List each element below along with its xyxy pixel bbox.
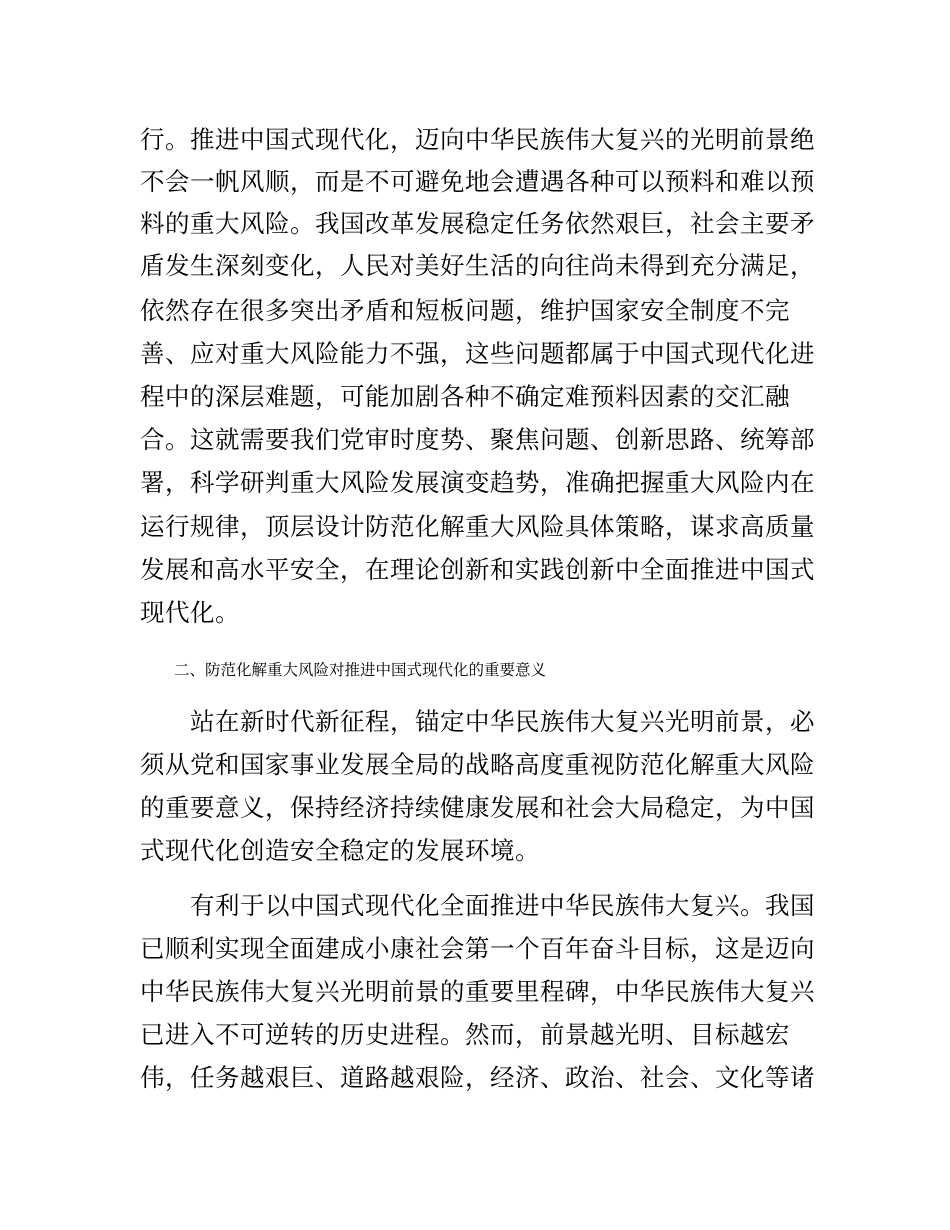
- text-line: 程中的深层难题，可能加剧各种不确定难预料因素的交汇融: [140, 382, 790, 411]
- text-line: 依然存在很多突出矛盾和短板问题，维护国家安全制度不完: [140, 296, 790, 325]
- text-line: 料的重大风险。我国改革发展稳定任务依然艰巨，社会主要矛: [140, 209, 815, 238]
- text-line: 已顺利实现全面建成小康社会第一个百年奋斗目标，这是迈向: [140, 934, 815, 963]
- text-line: 中华民族伟大复兴光明前景的重要里程碑，中华民族伟大复兴: [140, 977, 815, 1006]
- text-line: 有利于以中国式现代化全面推进中华民族伟大复兴。我国: [190, 891, 815, 920]
- text-line: 善、应对重大风险能力不强，这些问题都属于中国式现代化进: [140, 339, 815, 368]
- text-line: 伟，任务越艰巨、道路越艰险，经济、政治、社会、文化等诸: [140, 1063, 815, 1092]
- text-line: 署，科学研判重大风险发展演变趋势，准确把握重大风险内在: [140, 468, 815, 497]
- text-line: 已进入不可逆转的历史进程。然而，前景越光明、目标越宏: [140, 1020, 790, 1049]
- text-line: 行。推进中国式现代化，迈向中华民族伟大复兴的光明前景绝: [140, 125, 815, 154]
- text-line: 盾发生深刻变化，人民对美好生活的向往尚未得到充分满足，: [140, 251, 815, 280]
- text-line: 须从党和国家事业发展全局的战略高度重视防范化解重大风险: [140, 750, 815, 779]
- text-line: 运行规律，顶层设计防范化解重大风险具体策略，谋求高质量: [140, 512, 815, 541]
- text-line: 发展和高水平安全，在理论创新和实践创新中全面推进中国式: [140, 555, 815, 584]
- text-line: 不会一帆风顺，而是不可避免地会遭遇各种可以预料和难以预: [140, 167, 815, 196]
- text-line: 站在新时代新征程，锚定中华民族伟大复兴光明前景，必: [190, 707, 815, 736]
- text-line: 现代化。: [140, 598, 240, 627]
- section-heading: 二、防范化解重大风险对推进中国式现代化的重要意义: [174, 661, 547, 679]
- text-line: 式现代化创造安全稳定的发展环境。: [140, 836, 540, 865]
- text-line: 的重要意义，保持经济持续健康发展和社会大局稳定，为中国: [140, 793, 815, 822]
- text-line: 合。这就需要我们党审时度势、聚焦问题、创新思路、统筹部: [140, 425, 815, 454]
